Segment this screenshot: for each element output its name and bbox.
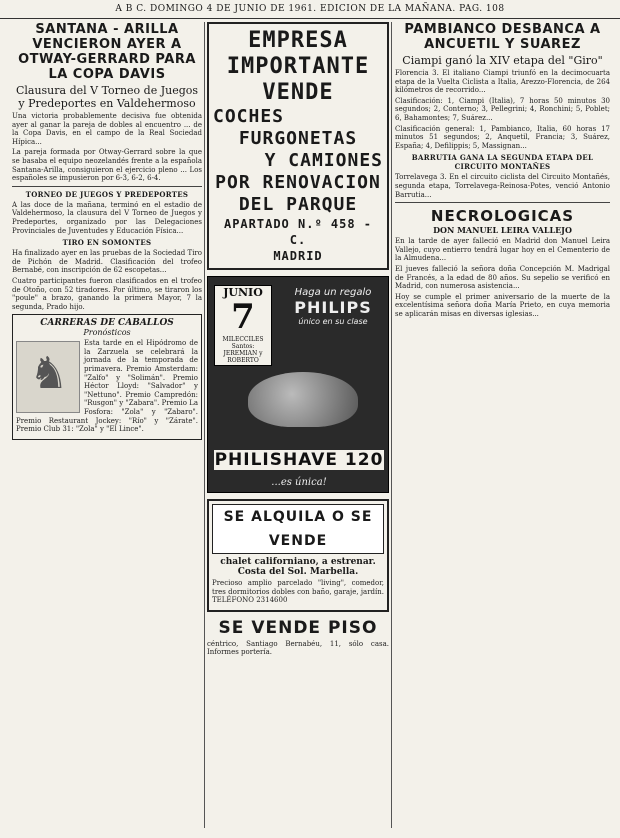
ad-tagline: ...es única!: [271, 477, 327, 488]
ad-month: JUNIO: [223, 286, 263, 299]
right-headline: PAMBIANCO DESBANCA A ANCUETIL Y SUAREZ: [404, 22, 601, 52]
ad-slogan-line: único en su clase: [298, 317, 368, 326]
right-paragraph: Torrelavega 3. En el circuito ciclista del Circuito Montañés, segunda etapa, Torrelavega-Reinosa-Potes, venció Antonio Barrutia...: [395, 173, 610, 199]
flat-ad-details: céntrico, Santiago Bernabéu, 11, sólo casa. Informes portería.: [207, 639, 389, 657]
obituaries-title: NECROLOGICAS: [430, 207, 575, 226]
ad-line: FURGONETAS: [238, 128, 358, 149]
middle-column: [207, 22, 389, 828]
ad-line: POR RENOVACION: [215, 172, 381, 193]
ad-slogan: [288, 287, 378, 326]
right-column: [395, 22, 610, 828]
obituary-paragraph: En la tarde de ayer falleció en Madrid don Manuel Leira Vallejo, cuyo entierro tendrá lugar hoy en el Cementerio de la Almudena...: [395, 237, 610, 263]
divider: [12, 186, 202, 187]
ad-date-text: MILECCILES Santos: JEREMIAN y ROBERTO: [222, 336, 264, 364]
left-paragraph: Cuatro participantes fueron clasificados en el trofeo de Otoño, con 52 tiradores. Por último, se tiraron los "poule" a brazo, ganando la primera Mayor, 7 la segunda, Prado hijo.: [12, 276, 202, 311]
ad-line: APARTADO N.º 458 - C.: [223, 217, 373, 247]
obituary-name: DON MANUEL LEIRA VALLEJO: [433, 225, 572, 236]
ad-line: VENDE: [262, 80, 334, 105]
right-paragraph: Clasificación: 1, Ciampi (Italia), 7 horas 50 minutos 30 segundos; 2, Conterno; 3, Pellegrini; 4, Ronchini; 5, Poblet; 6, Bahamontes; 7, Suárez...: [395, 96, 610, 122]
horse-racing-subtitle: Pronósticos: [83, 328, 131, 338]
right-paragraph: Clasificación general: 1, Pambianco, Italia, 60 horas 17 minutos 51 segundos; 2, Anquetil, Francia; 3, Suárez, España; 4, Defilippis; 5, Massignan...: [395, 124, 610, 150]
chalet-ad-line: chalet californiano, a estrenar. Costa del Sol. Marbella.: [220, 557, 376, 577]
horse-racing-title: CARRERAS DE CABALLOS: [40, 318, 174, 329]
ad-line: COCHES: [213, 106, 285, 127]
left-headline: SANTANA - ARILLA VENCIERON AYER A OTWAY-GERRARD PARA LA COPA DAVIS: [18, 22, 196, 82]
ad-line: IMPORTANTE: [226, 54, 370, 79]
chalet-ad-details: Precioso amplio parcelado "living", comedor, tres dormitorios dobles con baño, garaje, jardín. TELÉFONO 2314600: [212, 579, 384, 605]
divider: [395, 202, 610, 203]
chalet-ad-title: SE ALQUILA O SE VENDE: [212, 504, 384, 554]
left-section-title: TORNEO DE JUEGOS Y PREDEPORTES: [25, 189, 189, 199]
vehicle-sale-ad: [207, 22, 389, 270]
flat-ad-title: SE VENDE PISO: [218, 617, 378, 638]
chalet-ad: [207, 499, 389, 612]
horse-illustration-icon: [16, 341, 80, 413]
left-column: [12, 22, 202, 828]
left-subhead: Clausura del V Torneo de Juegos y Predeportes en Valdehermoso: [15, 84, 199, 110]
ad-brand-name: PHILIPS: [294, 298, 372, 317]
left-section-title: TIRO EN SOMONTES: [62, 238, 152, 248]
shaver-icon: [248, 372, 358, 427]
right-subhead: Ciampi ganó la XIV etapa del "Giro": [402, 54, 603, 67]
obituary-paragraph: El jueves falleció la señora doña Concepción M. Madrigal de Francés, a la edad de 80 años. Su sepelio se verificó en Madrid, con numerosa asistencia...: [395, 264, 610, 291]
ad-line: Y CAMIONES: [264, 150, 383, 171]
left-paragraph: A las doce de la mañana, terminó en el estadio de Valdehermoso, la clausura del V Torneo de Juegos y Predeportes, organizado por las Delegaciones Provinciales de Juventudes y Educación Física...: [12, 200, 202, 235]
ad-product-name: PHILISHAVE 120: [214, 450, 384, 470]
left-paragraph: La pareja formada por Otway-Gerrard sobre la que se basaba el equipo neozelandés frente a la española Santana-Arilla, consiguieron el ejercicio pleno ... Los españoles se impusieron por 6-3, 6-2, 6-4.: [12, 148, 202, 183]
masthead: A B C. DOMINGO 4 DE JUNIO DE 1961. EDICION DE LA MAÑANA. PAG. 108: [0, 0, 620, 19]
ad-day: 7: [231, 297, 255, 337]
column-divider: [204, 22, 205, 828]
ad-line: MADRID: [273, 249, 323, 263]
ad-line: EMPRESA: [248, 28, 348, 53]
left-paragraph: Una victoria probablemente decisiva fue obtenida ayer al ganar la pareja de dobles al encuentro ... de la Copa Davis, en el campo de la Real Sociedad Hípica...: [12, 112, 202, 146]
ad-slogan-line: Haga un regalo: [294, 287, 372, 298]
left-paragraph: Ha finalizado ayer en las pruebas de la Sociedad Tiro de Pichón de Madrid. Clasificación del trofeo Bernabé, con inscripción de 62 escopetas...: [12, 249, 202, 275]
horse-racing-text: Esta tarde en el Hipódromo de la Zarzuela se celebrará la jornada de la temporada de primavera. Premio Amsterdam: "Zalfo" y "Solimán". Premio Héctor Lloyd: "Salvador" y "Nettuno". Premio Campredón: "Rusgon" y "Zabara". Premio La Fosfora: "Zola" y "Zabaro". Premio Restaurant Jockey: "Río" y "Zárate". Premio Club 31: "Zola" y "El Lince".: [16, 339, 198, 434]
ad-date-box: [214, 285, 272, 366]
obituary-paragraph: Hoy se cumple el primer aniversario de la muerte de la excelentísima señora doña María Prieto, en cuya memoria se aplicarán misas en diversas iglesias...: [395, 292, 610, 318]
column-divider: [391, 22, 392, 828]
right-paragraph: Florencia 3. El italiano Ciampi triunfó en la decimocuarta etapa de la Vuelta Ciclista a Italia, Arezzo-Florencia, de 264 kilómetros de recorrido...: [395, 69, 610, 95]
right-section-title: BARRUTIA GANA LA SEGUNDA ETAPA DEL CIRCUITO MONTAÑES: [411, 153, 594, 172]
flat-sale-ad: [207, 618, 389, 657]
philips-shaver-ad: [207, 276, 389, 493]
ad-line: DEL PARQUE: [238, 194, 358, 215]
horse-racing-box: [12, 314, 202, 440]
